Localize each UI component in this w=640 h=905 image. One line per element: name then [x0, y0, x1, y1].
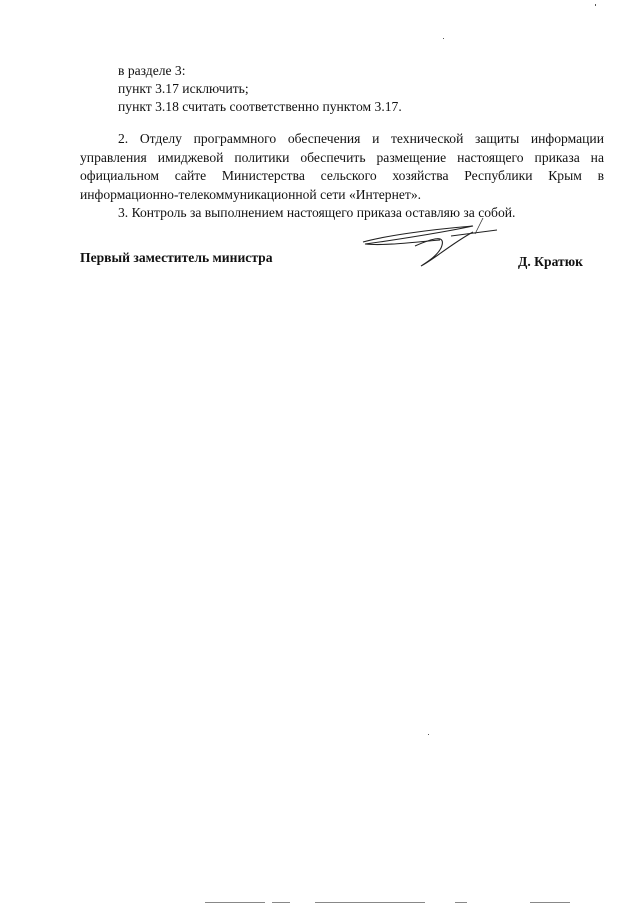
handwritten-signature — [355, 212, 505, 272]
paragraph-2-line: информационно-телекоммуникационной сети «Интернет». — [80, 186, 422, 202]
footer-rule — [455, 902, 467, 903]
paragraph-2-line: управления имиджевой политики обеспечить размещение настоящего приказа на — [80, 149, 604, 165]
paragraph-2-line: 2. Отделу программного обеспечения и технической защиты информации — [118, 131, 604, 146]
paragraph-2-line: официальном сайте Министерства сельского хозяйства Республики Крым в — [80, 168, 604, 183]
paragraph-3: 3. Контроль за выполнением настоящего приказа оставляю за собой. — [118, 205, 516, 220]
clause-exclude: пункт 3.17 исключить; — [118, 81, 249, 96]
section-heading: в разделе 3: — [118, 63, 186, 78]
footer-rule — [315, 902, 425, 903]
signer-title: Первый заместитель министра — [80, 250, 273, 265]
signer-name: Д. Кратюк — [518, 254, 583, 269]
footer-rule — [272, 902, 290, 903]
footer-rule — [530, 902, 570, 903]
paragraph-2 — [80, 130, 604, 204]
clause-renumber: пункт 3.18 считать соответственно пунктом 3.17. — [118, 99, 402, 114]
footer-rule — [205, 902, 265, 903]
scan-speck — [595, 4, 596, 6]
scan-speck — [443, 38, 444, 39]
scan-speck — [428, 734, 429, 735]
